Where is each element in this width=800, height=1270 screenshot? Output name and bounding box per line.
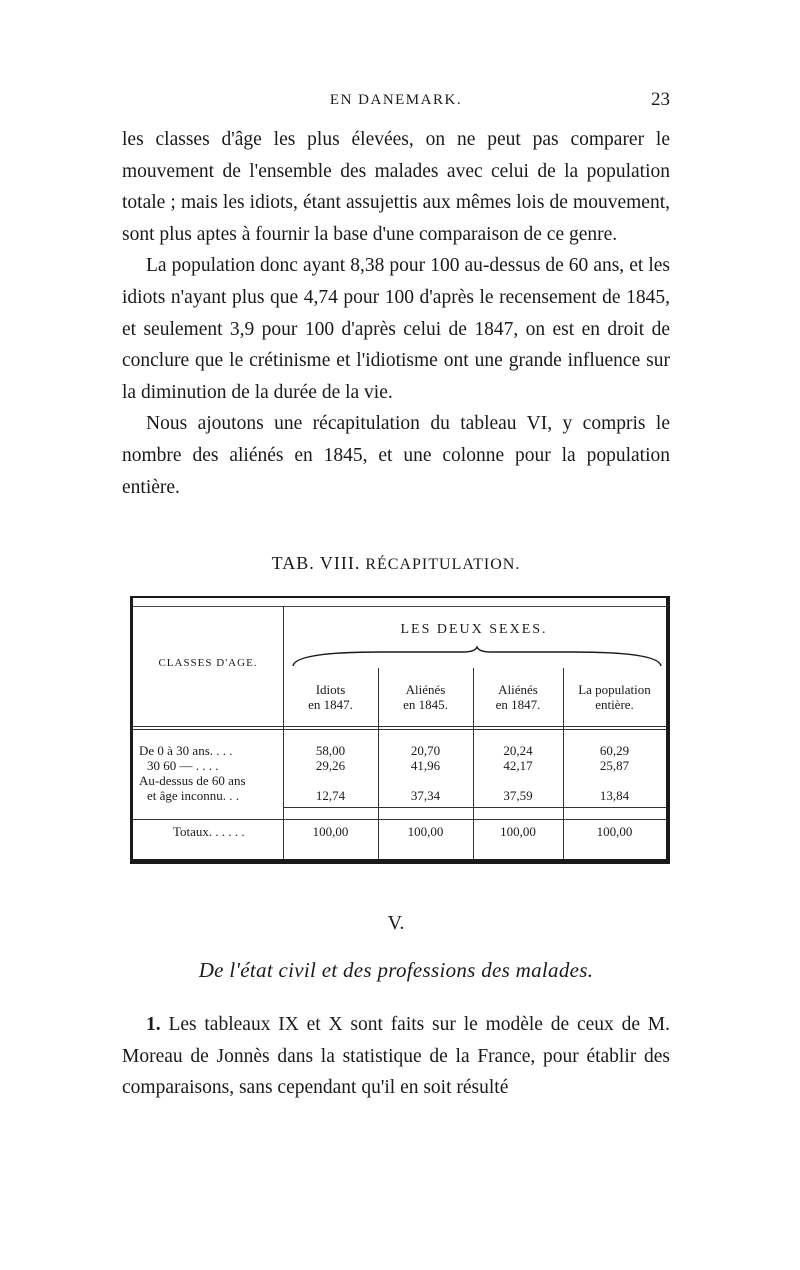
total-c1: 100,00 — [312, 824, 349, 839]
body-text-top — [122, 124, 670, 503]
cell-r3-c3: 37,59 — [503, 788, 533, 803]
cell-r1-c3: 20,24 — [503, 743, 533, 758]
cell-r2-c4: 25,87 — [599, 758, 630, 773]
cell-r2-c2: 41,96 — [410, 758, 441, 773]
paragraph-3: Nous ajoutons une récapitulation du tableau VI, y compris le nombre des aliénés en 1845, et une colonne pour la population entière. — [122, 413, 670, 498]
cell-r3-c1: 12,74 — [315, 788, 346, 803]
cell-r1-c2: 20,70 — [410, 743, 441, 758]
cell-r2-c1: 29,26 — [315, 758, 346, 773]
row-label-0-30: De 0 à 30 ans. . . . — [139, 743, 233, 758]
total-c3: 100,00 — [500, 824, 536, 839]
running-head — [122, 89, 670, 116]
paragraph-2: La population donc ayant 8,38 pour 100 au-dessus de 60 ans, et les idiots n'ayant plus que 4,74 pour 100 d'après le recensement de 1845, et seulement 3,9 pour 100 d'après celui de 1847, on est en droit de conclure que le crétinisme et l'idiotisme ont une grande influence sur la diminution de la durée de la vie. — [122, 255, 670, 403]
table-header-rule — [133, 726, 666, 727]
table-body-rule — [283, 807, 666, 808]
page-number: 23 — [651, 89, 670, 110]
section-title: De l'état civil et des professions des malades. — [198, 958, 594, 982]
recap-table — [130, 596, 670, 864]
table-caption: RÉCAPITULATION. — [365, 556, 521, 573]
row-label-30-60: 30 60 — . . . . — [147, 758, 219, 773]
row-header: CLASSES D'AGE. — [158, 657, 258, 669]
table-title — [122, 553, 670, 574]
table-totals-rule — [133, 819, 666, 820]
table-inner-rule — [133, 606, 666, 607]
total-c2: 100,00 — [407, 824, 444, 839]
row-label-age-unknown: et âge inconnu. . . — [147, 788, 240, 803]
paragraph-1: les classes d'âge les plus élevées, on ne peut pas comparer le mouvement de l'ensemble des malades avec celui de la population totale ; mais les idiots, étant assujettis aux mêmes lois de mouvement, sont plus aptes à fournir la base d'une comparaison de ce genre. — [122, 129, 670, 245]
col-header-alienes-1845: Aliénés en 1845. — [403, 682, 448, 712]
col-header-population: La population entière. — [578, 682, 651, 712]
section-number: V. — [387, 912, 405, 934]
table-label: TAB. VIII. — [271, 553, 361, 573]
cell-r3-c2: 37,34 — [410, 788, 441, 803]
col-header-alienes-1847: Aliénés en 1847. — [495, 682, 541, 712]
group-header: LES DEUX SEXES. — [400, 622, 548, 637]
header-brace — [291, 646, 663, 668]
table-vrule-label — [283, 606, 284, 859]
paragraph-4-number: 1. — [146, 1014, 161, 1035]
cell-r1-c4: 60,29 — [599, 743, 630, 758]
paragraph-4 — [122, 1009, 670, 1104]
cell-r2-c3: 42,17 — [503, 758, 533, 773]
total-c4: 100,00 — [596, 824, 633, 839]
col-header-idiots-1847: Idiots en 1847. — [308, 682, 353, 712]
cell-r1-c1: 58,00 — [315, 743, 346, 758]
running-head-title: EN DANEMARK. — [329, 92, 463, 108]
row-label-above-60: Au-dessus de 60 ans — [139, 773, 246, 788]
paragraph-4-text: Les tableaux IX et X sont faits sur le modèle de ceux de M. Moreau de Jonnès dans la statistique de la France, pour établir des comparaisons, sans cependant qu'il en soit résulté — [122, 1014, 671, 1099]
totals-label: Totaux. . . . . . — [173, 824, 245, 839]
table-header-rule-2 — [133, 729, 666, 730]
cell-r3-c4: 13,84 — [599, 788, 630, 803]
body-text-bottom — [122, 1009, 670, 1104]
